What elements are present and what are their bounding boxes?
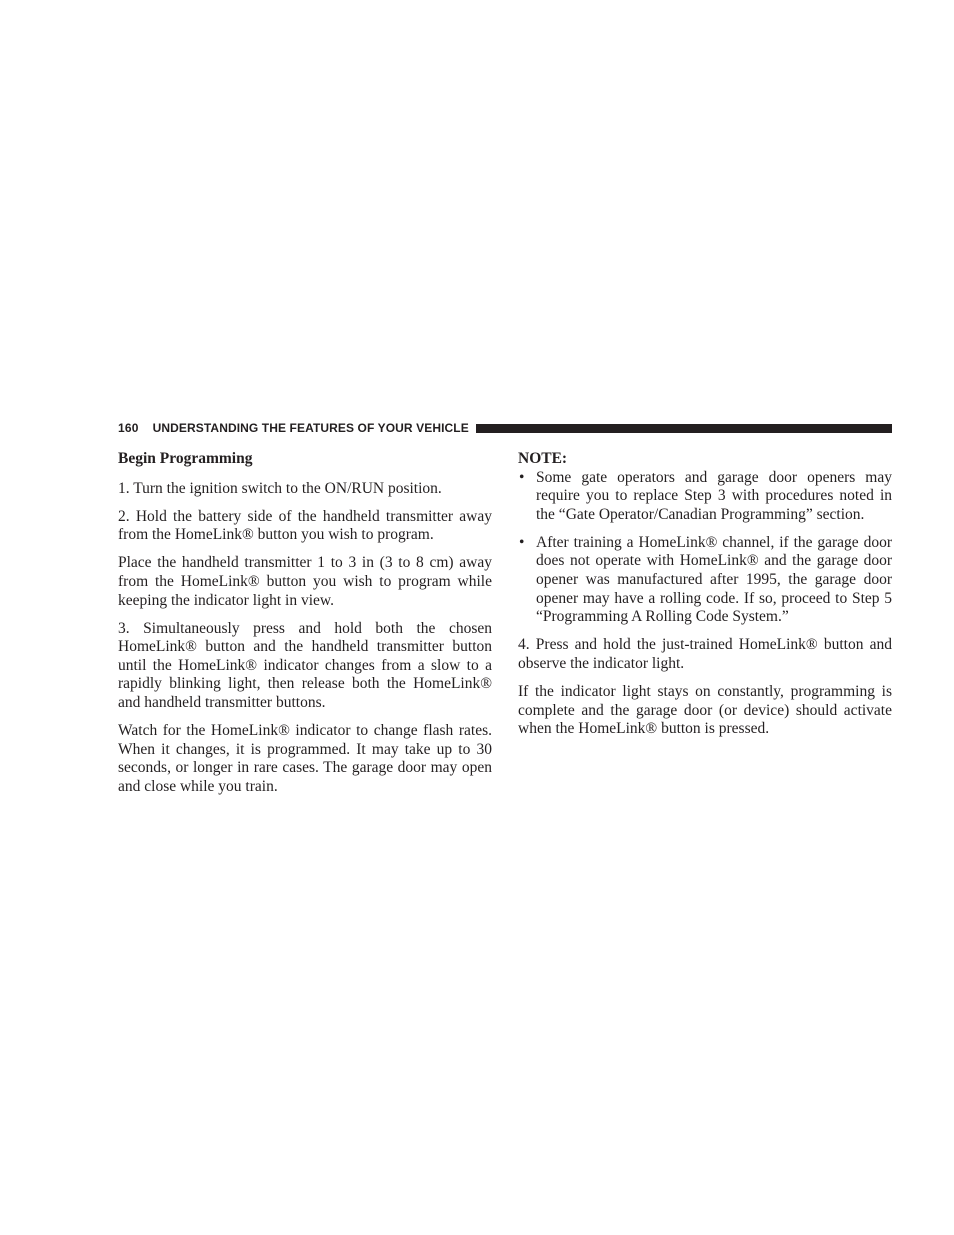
step-3-paragraph: 3. Simultaneously press and hold both the chosen HomeLink® button and the handheld transmitter button until the HomeLink® indicator changes from a slow to a rapidly blinking light, then release both the HomeLink® and handheld transmitter buttons. (118, 619, 492, 712)
flash-rate-paragraph: Watch for the HomeLink® indicator to change flash rates. When it changes, it is programmed. It may take up to 30 seconds, or longer in rare cases. The garage door may open and close while you train. (118, 722, 492, 795)
note-list (518, 469, 892, 627)
note-label: NOTE: (518, 450, 568, 467)
placement-paragraph: Place the handheld transmitter 1 to 3 in (3 to 8 cm) away from the HomeLink® button you wish to program while keeping the indicator light in view. (118, 554, 492, 609)
note-text: Some gate operators and garage door openers may require you to replace Step 3 with procedures noted in the “Gate Operator/Canadian Programming” section. (536, 468, 892, 523)
page-header (118, 419, 892, 437)
bullet-icon: • (519, 468, 525, 486)
list-item (518, 469, 892, 525)
note-text: After training a HomeLink® channel, if the garage door does not operate with HomeLink® and the garage door opener was manufactured after 1995, the garage door opener may have a rolling code. If so, proceed to Step 5 “Programming A Rolling Code System.” (536, 533, 892, 626)
step-2-paragraph: 2. Hold the battery side of the handheld transmitter away from the HomeLink® button you wish to program. (118, 507, 492, 544)
section-title: UNDERSTANDING THE FEATURES OF YOUR VEHICLE (152, 421, 469, 435)
header-rule-bar (476, 424, 892, 433)
completion-paragraph: If the indicator light stays on constantly, programming is complete and the garage door (or device) should activate when the HomeLink® button is pressed. (518, 683, 892, 738)
step-1-paragraph: 1. Turn the ignition switch to the ON/RUN position. (118, 479, 442, 497)
step-4-paragraph: 4. Press and hold the just-trained HomeLink® button and observe the indicator light. (518, 636, 892, 672)
right-column (518, 450, 892, 748)
begin-programming-heading: Begin Programming (118, 450, 253, 467)
page-number: 160 (118, 421, 139, 435)
list-item (518, 534, 892, 627)
left-column (118, 450, 492, 806)
bullet-icon: • (519, 533, 525, 551)
